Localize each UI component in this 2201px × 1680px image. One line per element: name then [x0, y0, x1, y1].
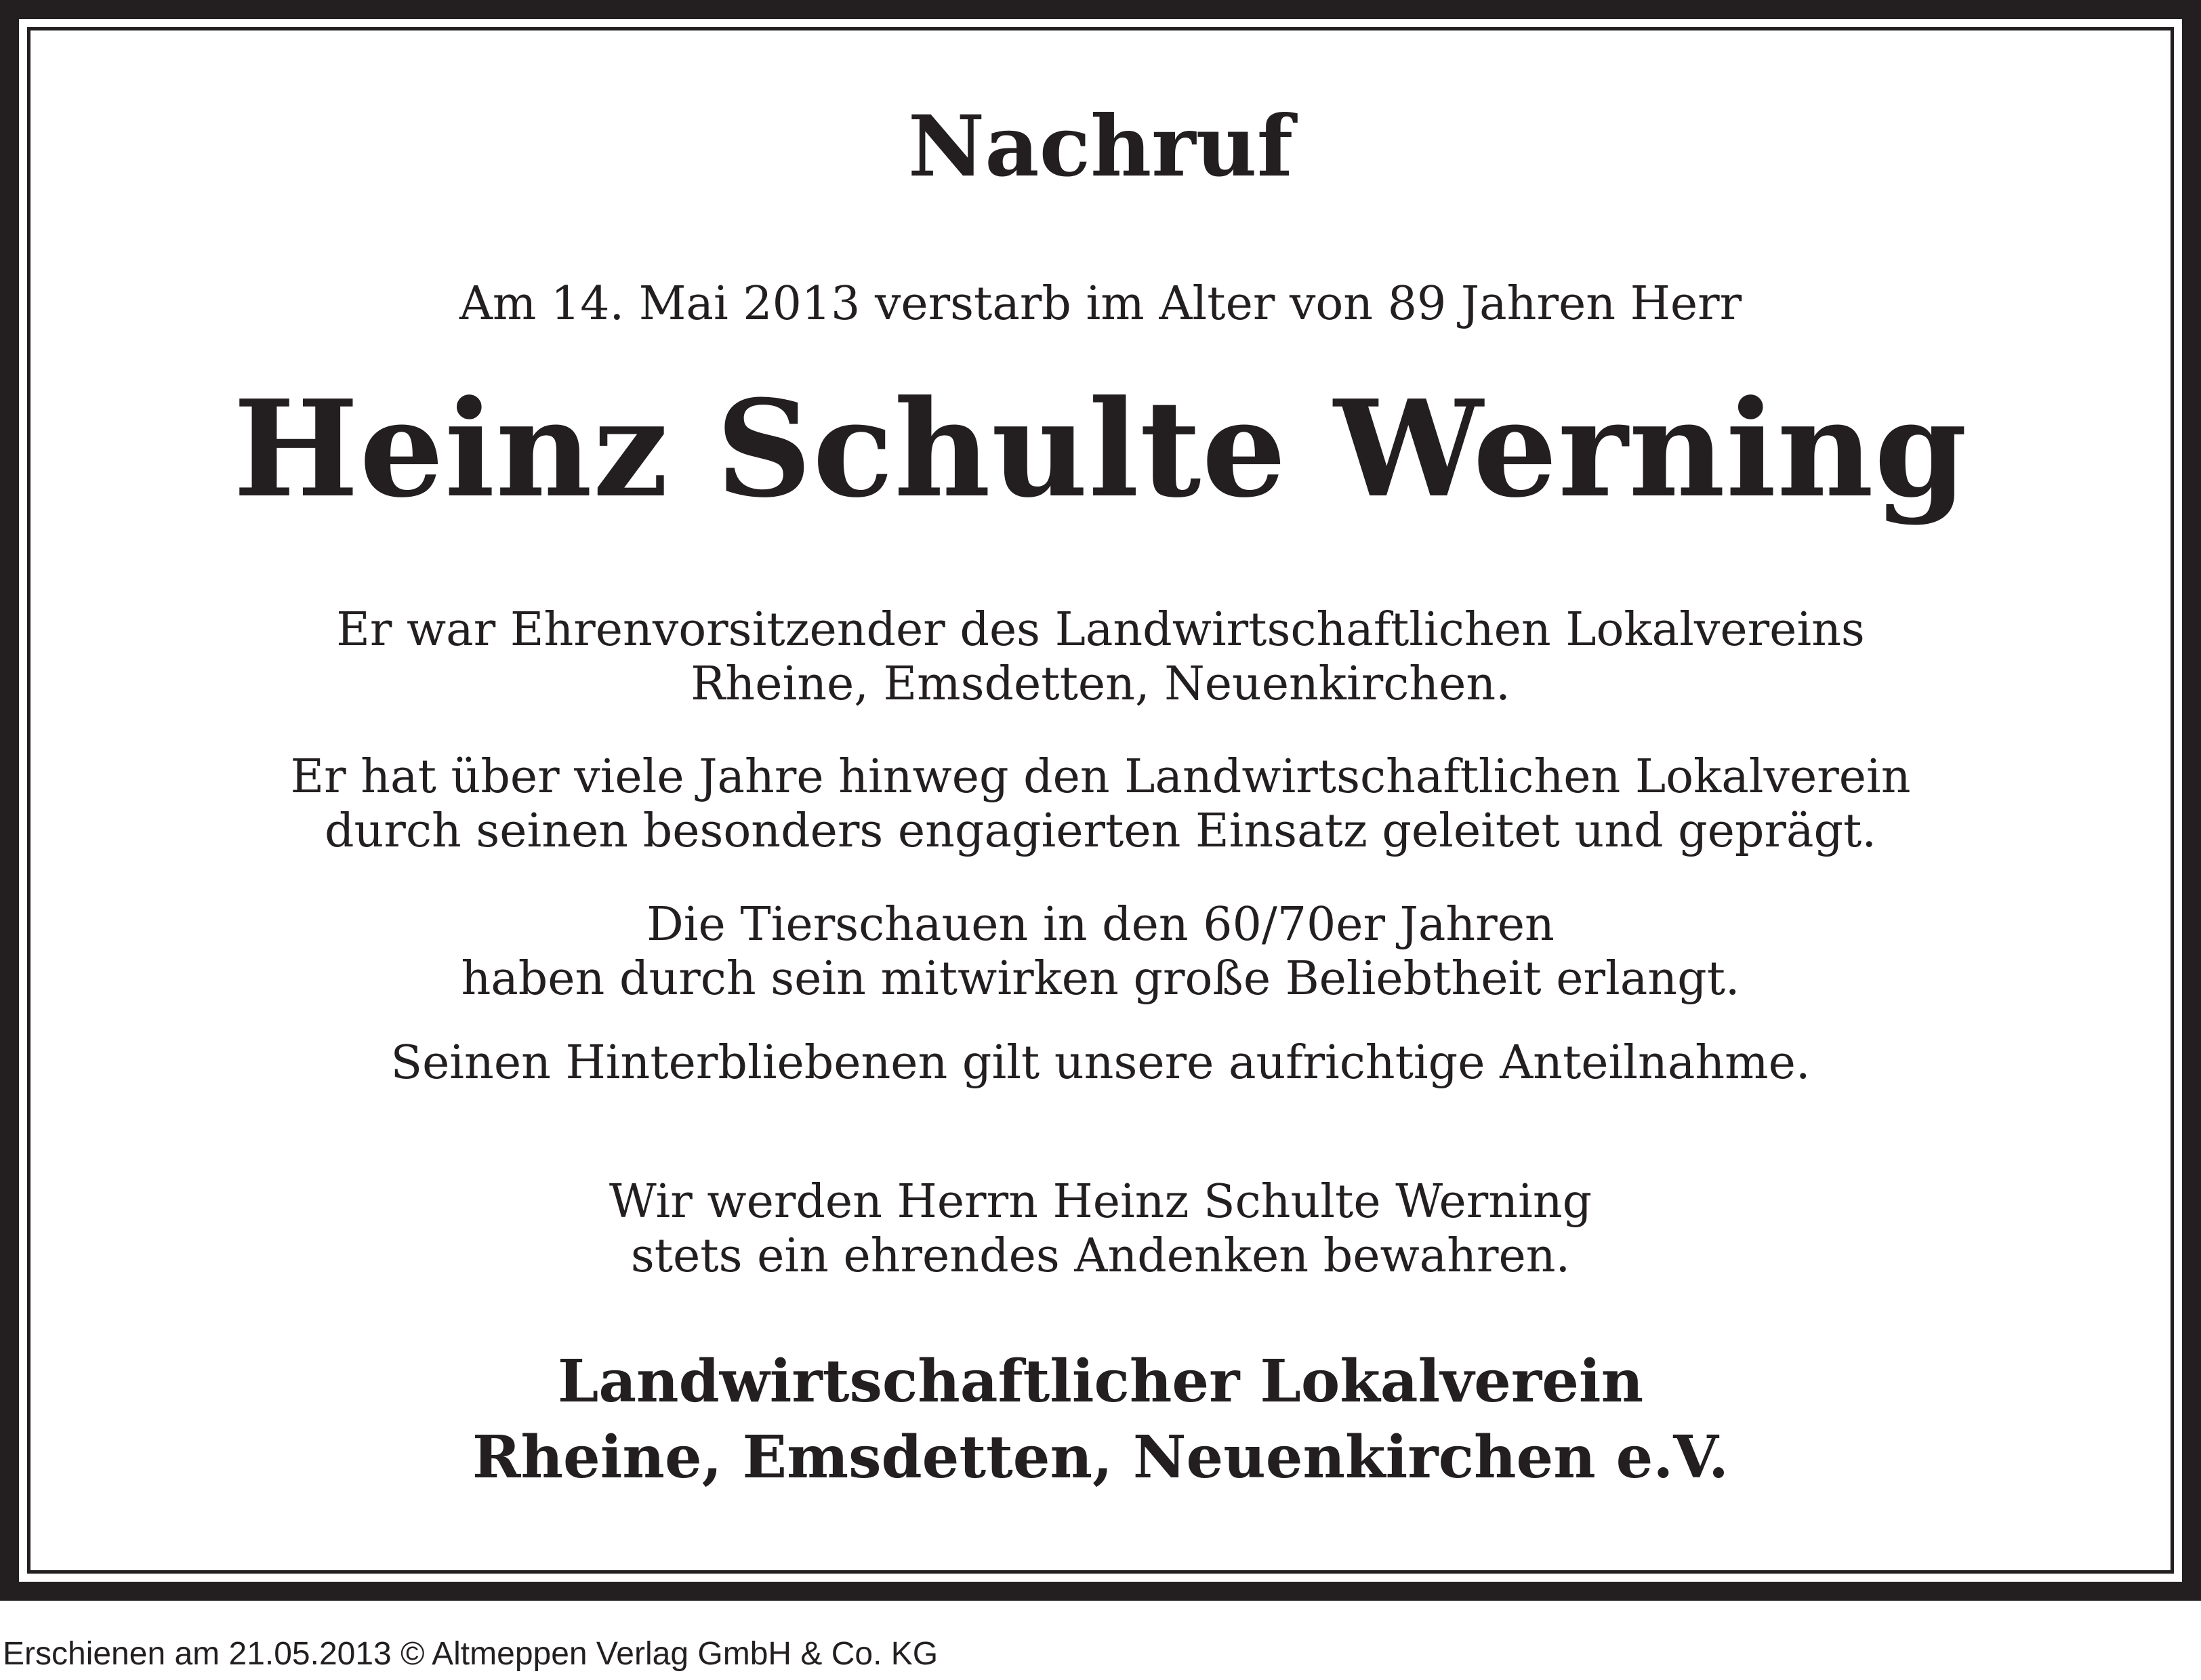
obituary-notice [27, 27, 2174, 1574]
intro-line: Am 14. Mai 2013 verstarb im Alter von 89 Jahren Herr [459, 277, 1742, 331]
paragraph-condolences [30, 1036, 2171, 1090]
paragraph-line: Er hat über viele Jahre hinweg den Landwirtschaftlichen Lokalverein [290, 750, 1911, 804]
notice-content [30, 30, 2171, 1570]
notice-heading: Nachruf [907, 98, 1294, 196]
paragraph-animal-shows [30, 898, 2171, 1006]
frame-gap [19, 19, 2182, 1582]
paragraph-remembrance [30, 1175, 2171, 1284]
paragraph-line: Rheine, Emsdetten, Neuenkirchen. [691, 657, 1510, 711]
signature-line: Landwirtschaftlicher Lokalverein [557, 1347, 1644, 1416]
paragraph-line: Er war Ehrenvorsitzender des Landwirtschaftlichen Lokalvereins [336, 603, 1865, 657]
paragraph-line: stets ein ehrendes Andenken bewahren. [630, 1229, 1571, 1283]
paragraph-line: durch seinen besonders engagierten Einsatz geleitet und geprägt. [325, 804, 1876, 858]
paragraph-line: Die Tierschauen in den 60/70er Jahren [646, 898, 1555, 951]
paragraph-line: Seinen Hinterbliebenen gilt unsere aufrichtige Anteilnahme. [390, 1036, 1811, 1090]
paragraph-line: Wir werden Herrn Heinz Schulte Werning [609, 1175, 1592, 1229]
paragraph-line: haben durch sein mitwirken große Beliebtheit erlangt. [461, 952, 1740, 1006]
paragraph-honorary-chairman [30, 603, 2171, 712]
signature-organization [30, 1344, 2171, 1496]
publication-footer: Erschienen am 21.05.2013 © Altmeppen Verlag GmbH & Co. KG [3, 1636, 939, 1672]
paragraph-leadership [30, 750, 2171, 859]
signature-line: Rheine, Emsdetten, Neuenkirchen e.V. [472, 1423, 1729, 1492]
deceased-name: Heinz Schulte Werning [233, 371, 1968, 527]
